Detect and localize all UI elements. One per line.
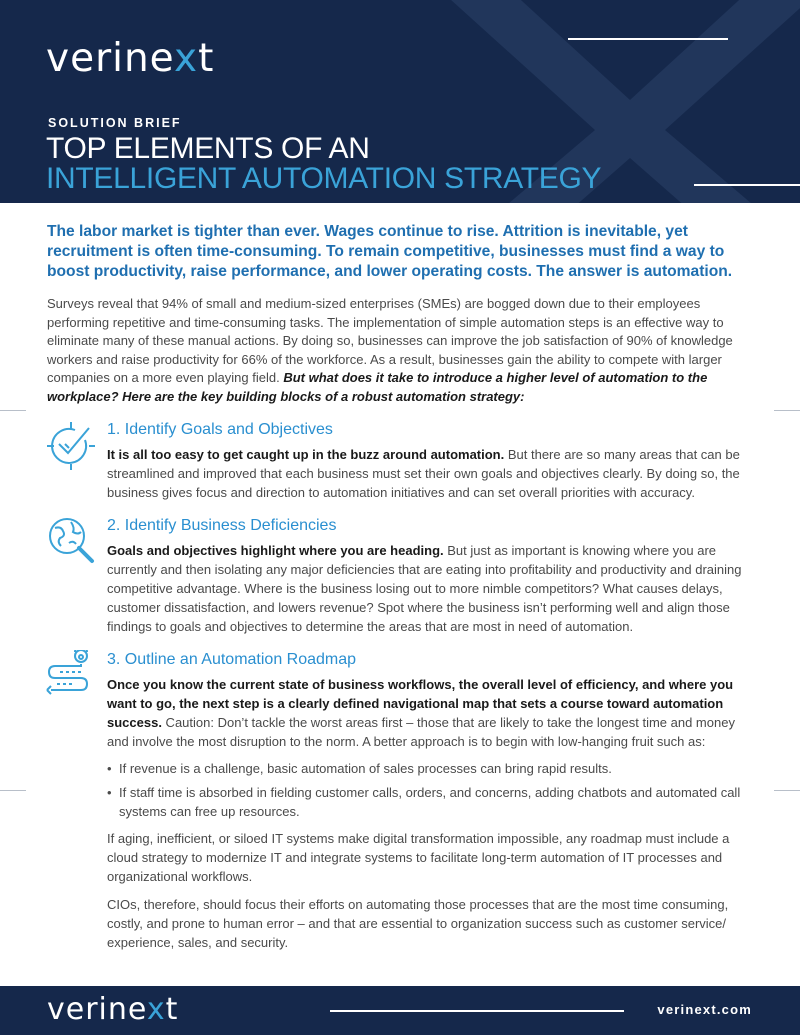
target-check-icon [45, 420, 97, 472]
section-body: Once you know the current state of business workflows, the overall level of efficiency, and where you want to go, the next step is a clearly defined navigational map that sets a course toward automation success. Caution: Don’t tackle the worst areas first – those that are likely to take the longest time and money and involve the most disruption to the norm. A better approach is to begin with low-hanging fruit such as: [107, 677, 735, 749]
intro-paragraph: Surveys reveal that 94% of small and medium-sized enterprises (SMEs) are bogged down due to their employees performing repetitive and time-consuming tasks. The implementation of simple automation steps is an effective way to eliminate many of these manual actions. By doing so, businesses can improve the job satisfaction of 90% of knowledge workers and raise productivity for 66% of the workforce. As a result, businesses gain the ability to compete with larger companies on a more even playing field. But what does it take to introduce a higher level of automation to the workplace? Here are the key building blocks of a robust automation strategy: [47, 296, 733, 404]
page-title-line2: INTELLIGENT AUTOMATION STRATEGY [46, 162, 602, 195]
footer-bar [0, 986, 800, 1035]
section-paragraph: CIOs, therefore, should focus their efforts on automating those processes that are the most time consuming, costly, and prone to human error – and that are essential to organization success such as customer service/ experience, sales, and security. [107, 897, 729, 950]
header-banner [0, 0, 800, 203]
route-map-icon [45, 650, 97, 702]
header-rule-top [568, 38, 728, 40]
section-goals [47, 420, 757, 502]
eyebrow-label: SOLUTION BRIEF [48, 116, 182, 130]
footer-logo: verinext [47, 992, 179, 1027]
verinext-logo: verinext [46, 36, 215, 81]
bullet-list [107, 760, 757, 822]
section-body: Goals and objectives highlight where you are heading. But just as important is knowing where you are currently and then isolating any major deficiencies that are eating into profitability and productivity and draining competitive advantage. Where is the business losing out to more nimble competitors? What causes delays, customer dissatisfaction, and lowers revenue? Spot where the business isn’t performing well and align those findings to goals and objectives to determine the areas that are most in need of automation. [107, 543, 742, 634]
intro-emphasis: But what does it take to introduce a higher level of automation to the workplace? Here are the key building blocks of a robust automation strategy: [47, 370, 708, 404]
section-heading: 2. Identify Business Deficiencies [107, 517, 337, 535]
main-content [47, 222, 757, 953]
margin-rule [0, 790, 26, 791]
footer-rule [330, 1010, 624, 1012]
list-item: • If revenue is a challenge, basic automation of sales processes can bring rapid results. [107, 760, 757, 779]
section-paragraph: If aging, inefficient, or siloed IT systems make digital transformation impossible, any roadmap must include a cloud strategy to modernize IT and integrate systems to facilitate long-term automation of IT processes and organizational workflows. [107, 830, 730, 884]
globe-search-icon [45, 516, 97, 568]
page-title-line1: TOP ELEMENTS OF AN [46, 132, 370, 165]
margin-rule [0, 410, 26, 411]
footer-url-link[interactable]: verinext.com [657, 1002, 752, 1017]
list-item: • If staff time is absorbed in fielding customer calls, orders, and concerns, adding chatbots and automated call systems can free up resources. [107, 784, 757, 822]
section-heading: 1. Identify Goals and Objectives [107, 421, 333, 438]
section-body: It is all too easy to get caught up in the buzz around automation. But there are so many areas that can be streamlined and improved that each business must set their own goals and objectives clearly. By doing so, the business gives focus and direction to automation initiatives and can set overall priorities with accuracy. [107, 447, 740, 500]
lead-paragraph: The labor market is tighter than ever. Wages continue to rise. Attrition is inevitable, yet recruitment is often time-consuming. To remain competitive, businesses must find a way to boost productivity, raise performance, and lower operating costs. The answer is automation. [47, 223, 733, 280]
section-roadmap [47, 650, 757, 952]
section-deficiencies [47, 516, 757, 636]
margin-rule [774, 790, 800, 791]
header-rule-bottom [694, 184, 800, 186]
margin-rule [774, 410, 800, 411]
section-heading: 3. Outline an Automation Roadmap [107, 651, 357, 669]
